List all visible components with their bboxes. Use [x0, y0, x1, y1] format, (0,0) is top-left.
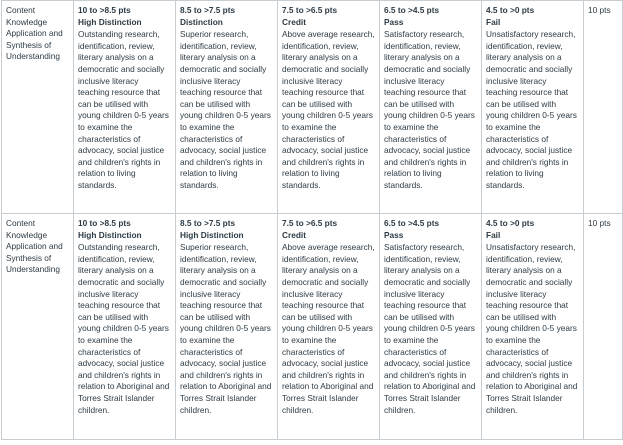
rating-cell-credit	[278, 1, 380, 214]
rating-description: Outstanding research, identification, review, literary analysis on a democratic and socially inclusive literacy teaching resource that can be utilised with young children 0-5 years to examine the characteristics of advocacy, social justice and children's rights in relation to Aboriginal and Torres Strait Islander children.	[78, 242, 170, 415]
rating-range: 6.5 to >4.5 pts	[384, 5, 440, 15]
rating-name: Fail	[486, 16, 501, 27]
rating-description: Outstanding research, identification, review, literary analysis on a democratic and socially inclusive literacy teaching resource that can be utilised with young children 0-5 years to examine the characteristics of advocacy, social justice and children's rights in relation to living standards.	[78, 29, 169, 190]
rating-range: 8.5 to >7.5 pts	[180, 218, 236, 228]
rating-range: 6.5 to >4.5 pts	[384, 218, 440, 228]
rating-description: Unsatisfactory research, identification, review, literary analysis on a democratic and socially inclusive literacy teaching resource that can be utilised with young children 0-5 years to examine the characteristics of advocacy, social justice and children's rights in relation to living standards.	[486, 29, 577, 190]
rating-name: High Distinction	[78, 229, 142, 240]
rating-description: Unsatisfactory research, identification, review, literary analysis on a democratic and socially inclusive literacy teaching resource that can be utilised with young children 0-5 years to examine the characteristics of advocacy, social justice and children's rights in relation to Aboriginal and Torres Strait Islander children.	[486, 242, 578, 415]
rating-cell-pass	[380, 214, 482, 440]
rating-name: Pass	[384, 16, 404, 27]
rating-name: Fail	[486, 229, 501, 240]
rubric-table	[1, 0, 623, 440]
criterion-label: Content Knowledge Application and Synthesis of Understanding	[6, 5, 63, 62]
points-cell: 10 pts	[584, 214, 623, 440]
criterion-label: Content Knowledge Application and Synthesis of Understanding	[6, 218, 63, 275]
rating-range: 10 to >8.5 pts	[78, 5, 131, 15]
rating-cell-fail	[482, 1, 584, 214]
rating-range: 7.5 to >6.5 pts	[282, 5, 338, 15]
rating-name: High Distinction	[78, 16, 142, 27]
rating-range: 4.5 to >0 pts	[486, 5, 535, 15]
rating-description: Above average research, identification, review, literary analysis on a democratic and socially inclusive literacy teaching resource that can be utilised with young children 0-5 years to examine the characteristics of advocacy, social justice and children's rights in relation to living standards.	[282, 29, 375, 190]
rating-range: 4.5 to >0 pts	[486, 218, 535, 228]
rating-description: Satisfactory research, identification, review, literary analysis on a democratic and socially inclusive literacy teaching resource that can be utilised with young children 0-5 years to examine the characteristics of advocacy, social justice and children's rights in relation to living standards.	[384, 29, 475, 190]
criterion-cell	[2, 214, 74, 440]
rating-cell-credit	[278, 214, 380, 440]
rubric-row-2	[2, 214, 623, 440]
rating-range: 10 to >8.5 pts	[78, 218, 131, 228]
rating-description: Satisfactory research, identification, review, literary analysis on a democratic and socially inclusive literacy teaching resource that can be utilised with young children 0-5 years to examine the characteristics of advocacy, social justice and children's rights in relation to Aboriginal and Torres Strait Islander children.	[384, 242, 476, 415]
rating-cell-pass	[380, 1, 482, 214]
rating-name: Credit	[282, 16, 306, 27]
rating-name: High Distinction	[180, 229, 244, 240]
rating-name: Distinction	[180, 16, 223, 27]
rating-range: 7.5 to >6.5 pts	[282, 218, 338, 228]
rating-description: Above average research, identification, review, literary analysis on a democratic and socially inclusive literacy teaching resource that can be utilised with young children 0-5 years to examine the characteristics of advocacy, social justice and children's rights in relation to Aboriginal and Torres Strait Islander children.	[282, 242, 375, 415]
rating-description: Superior research, identification, review, literary analysis on a democratic and socially inclusive literacy teaching resource that can be utilised with young children 0-5 years to examine the characteristics of advocacy, social justice and children's rights in relation to Aboriginal and Torres Strait Islander children.	[180, 242, 272, 415]
rating-cell-high-distinction	[74, 1, 176, 214]
rating-range: 8.5 to >7.5 pts	[180, 5, 236, 15]
rating-cell-distinction	[176, 214, 278, 440]
points-cell: 10 pts	[584, 1, 623, 214]
rating-cell-distinction	[176, 1, 278, 214]
rating-name: Credit	[282, 229, 306, 240]
rating-cell-high-distinction	[74, 214, 176, 440]
rubric-row-1	[2, 1, 623, 214]
rating-description: Superior research, identification, review, literary analysis on a democratic and socially inclusive literacy teaching resource that can be utilised with young children 0-5 years to examine the characteristics of advocacy, social justice and children's rights in relation to living standards.	[180, 29, 271, 190]
criterion-cell	[2, 1, 74, 214]
rating-cell-fail	[482, 214, 584, 440]
rating-name: Pass	[384, 229, 404, 240]
